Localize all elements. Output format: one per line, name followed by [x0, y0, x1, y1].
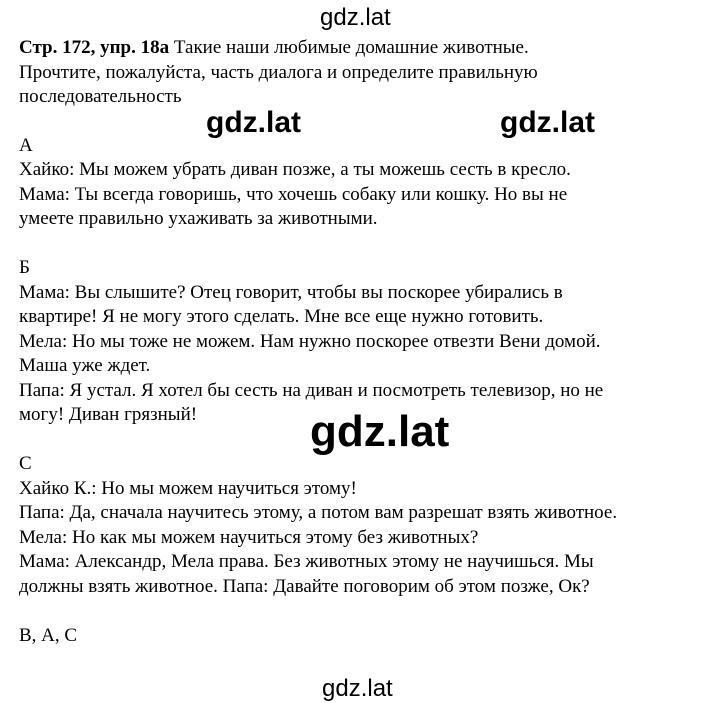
task-header-line-1 [19, 36, 529, 60]
section-b-line: Мела: Но мы тоже не можем. Нам нужно поскорее отвезти Вени домой. [19, 331, 601, 352]
section-b-line: квартире! Я не могу этого сделать. Мне все еще нужно готовить. [19, 306, 544, 327]
section-c-line: Мела: Но как мы можем научиться этому без животных? [19, 527, 479, 548]
section-c-letter: С [19, 453, 32, 474]
section-b-line: Мама: Вы слышите? Отец говорит, чтобы вы поскорее убирались в [19, 282, 563, 303]
task-header-line-2: Прочтите, пожалуйста, часть диалога и определите правильную [19, 62, 538, 83]
section-a-line: Мама: Ты всегда говоришь, что хочешь собаку или кошку. Но вы не [19, 184, 568, 205]
task-title: Такие наши любимые домашние животные. [169, 37, 529, 58]
watermark-mid-left: gdz.lat [206, 106, 301, 139]
section-a-letter: А [19, 135, 33, 156]
section-b-line: Папа: Я устал. Я хотел бы сесть на диван и посмотреть телевизор, но не [19, 380, 604, 401]
watermark-top: gdz.lat [320, 4, 391, 31]
watermark-bottom: gdz.lat [322, 675, 393, 702]
section-c-line: должны взять животное. Папа: Давайте поговорим об этом позже, Ок? [19, 576, 590, 597]
section-c-line: Папа: Да, сначала научитесь этому, а потом вам разрешат взять животное. [19, 502, 618, 523]
section-a-line: Хайко: Мы можем убрать диван позже, а ты можешь сесть в кресло. [19, 159, 571, 180]
watermark-center: gdz.lat [310, 407, 450, 456]
section-b-line: Маша уже ждет. [19, 355, 151, 376]
task-header-line-3: последовательность [19, 86, 182, 107]
section-b-line: могу! Диван грязный! [19, 404, 198, 425]
section-c-line: Мама: Александр, Мела права. Без животных этому не научишься. Мы [19, 551, 594, 572]
section-a-line: умеете правильно ухаживать за животными. [19, 208, 378, 229]
watermark-mid-right: gdz.lat [500, 106, 595, 139]
section-b-letter: Б [19, 257, 30, 278]
task-reference: Стр. 172, упр. 18а [19, 37, 170, 58]
answer-sequence: В, А, С [19, 625, 78, 646]
section-c-line: Хайко К.: Но мы можем научиться этому! [19, 478, 357, 499]
